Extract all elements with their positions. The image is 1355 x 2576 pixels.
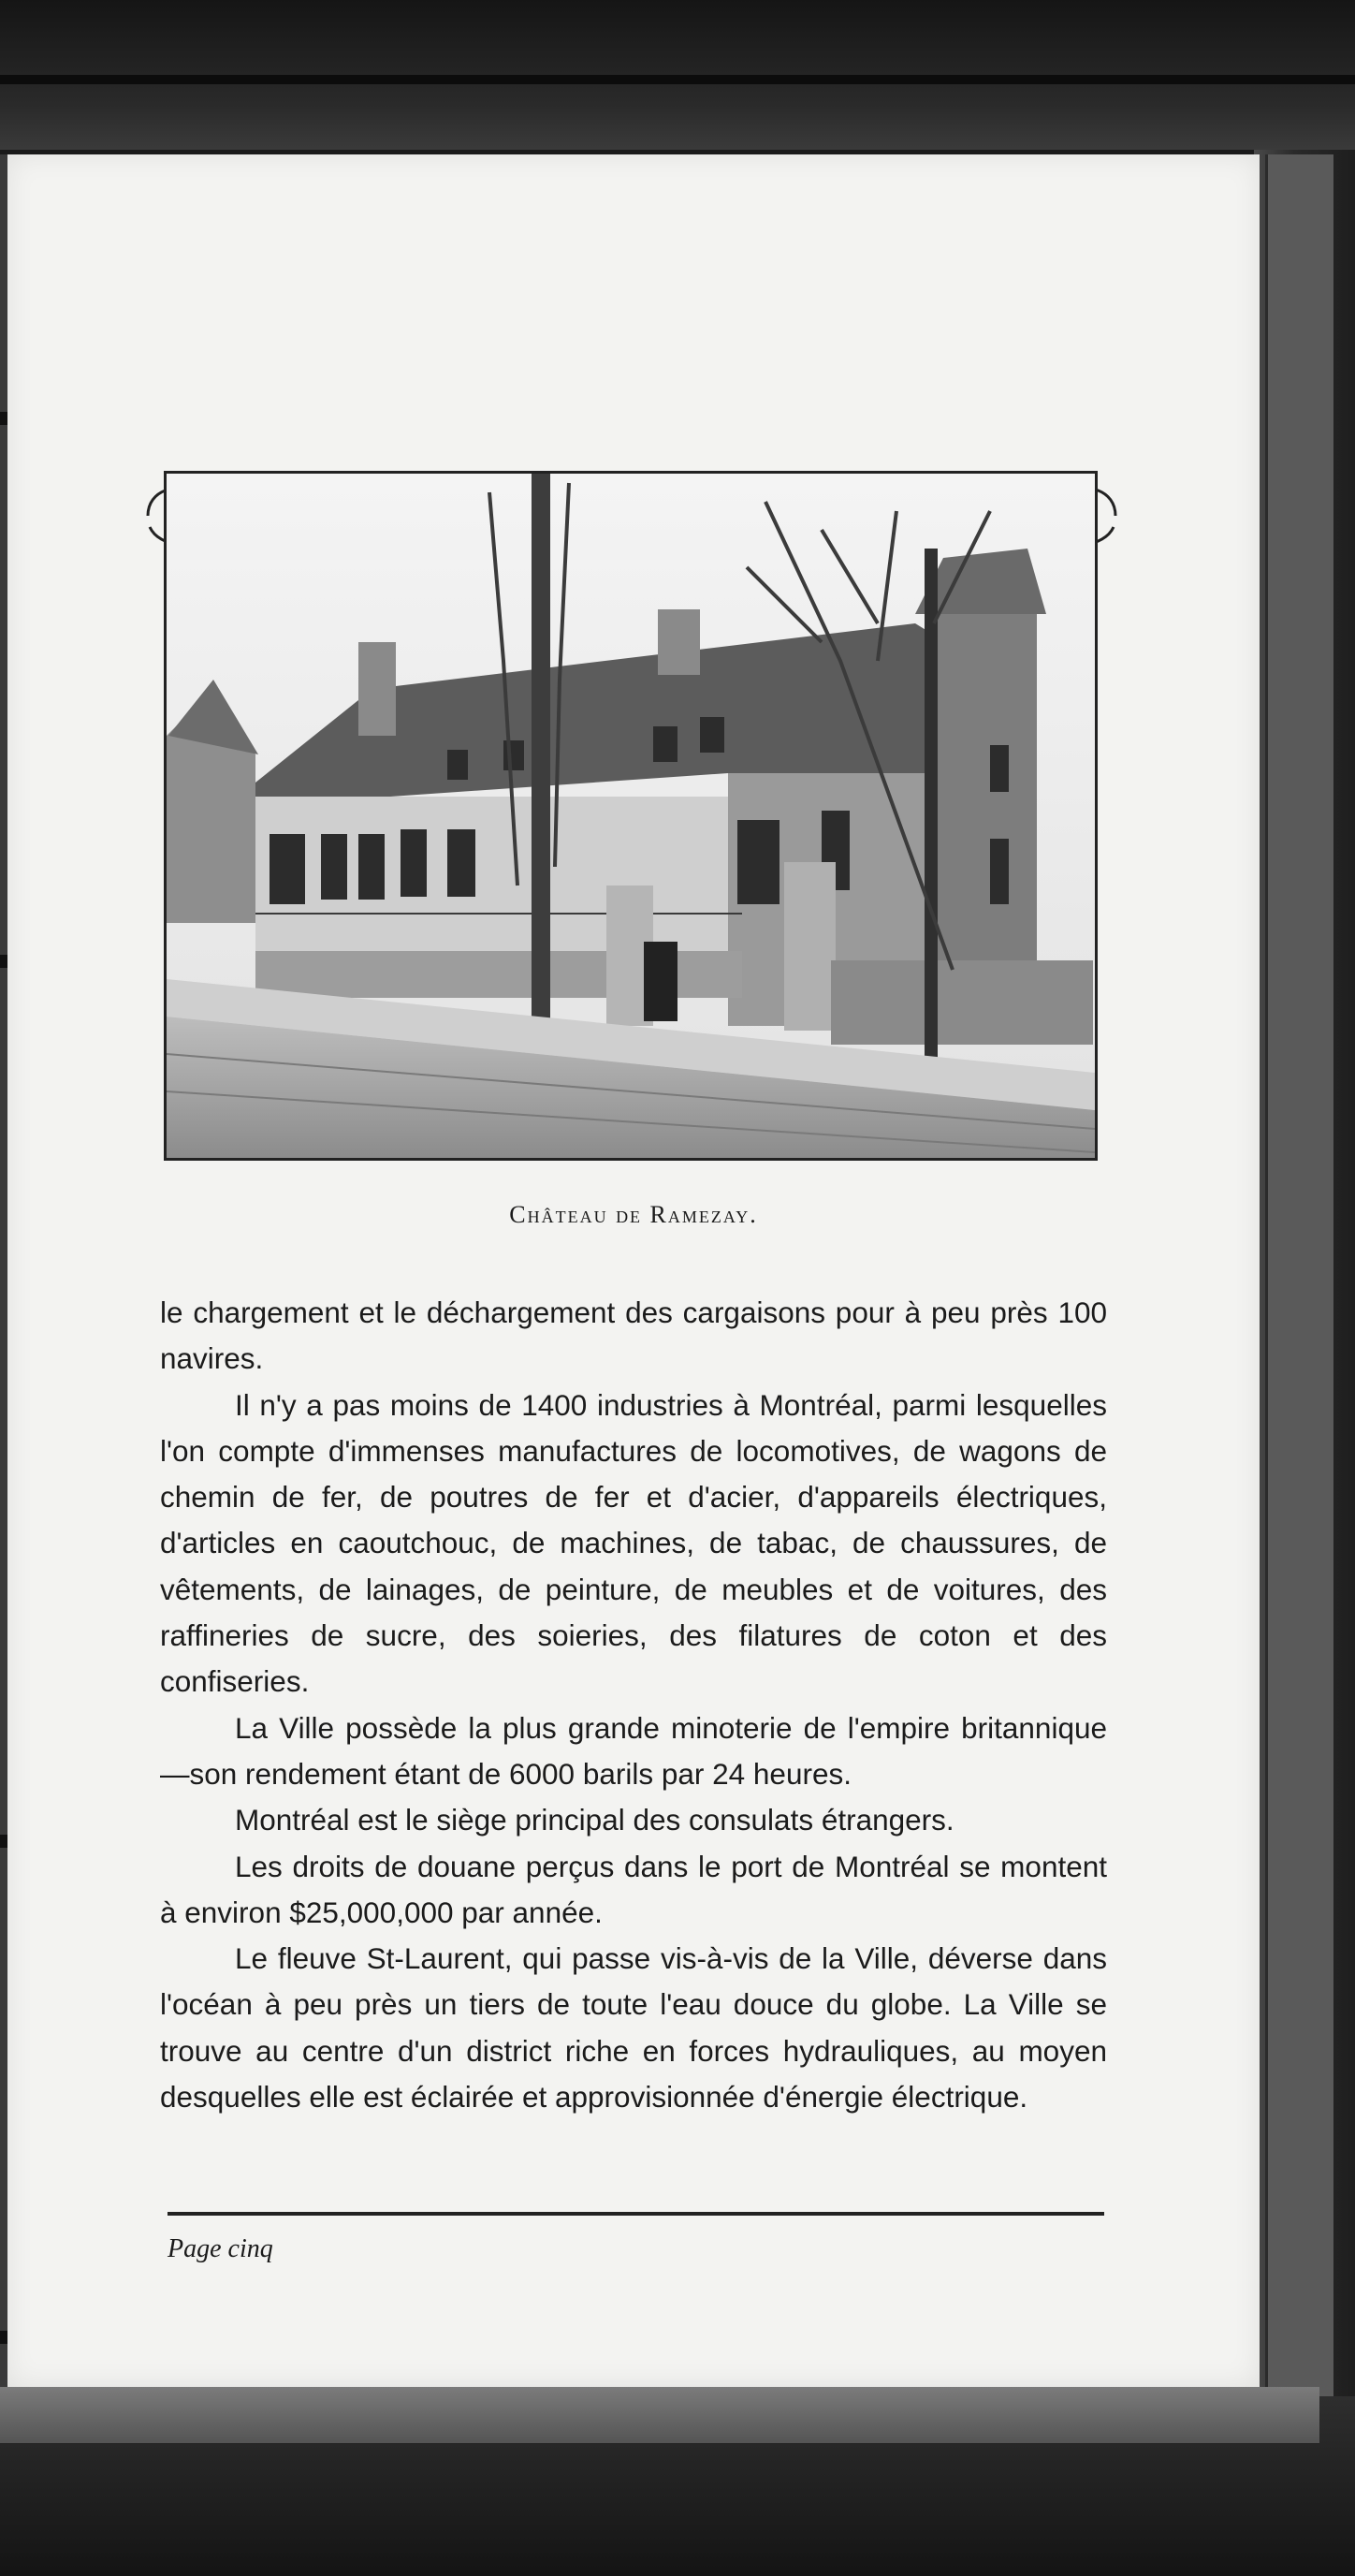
footer-rule	[168, 2212, 1104, 2216]
page-number: Page cinq	[168, 2234, 273, 2263]
paragraph: Le fleuve St-Laurent, qui passe vis-à-vis de la Ville, déverse dans l'océan à peu près un tiers de toute l'eau douce du globe. La Ville se trouve au centre d'un district riche en forces hydrauliques, au moyen desquelles elle est éclairée et approvisionnée d'énergie électrique.	[160, 1941, 1107, 2115]
paragraph: La Ville possède la plus grande minoterie de l'empire britannique—son rendement étant de 6000 barils par 24 heures.	[160, 1710, 1107, 1791]
paragraph: Montréal est le siège principal des consulats étrangers.	[235, 1803, 954, 1837]
book-page	[7, 154, 1260, 2387]
book-cover-bottom	[0, 2387, 1319, 2443]
chateau-photograph	[164, 471, 1098, 1161]
book-cover-edge	[1265, 154, 1333, 2438]
body-text	[160, 1290, 1107, 2120]
paragraph: le chargement et le déchargement des cargaisons pour à peu près 100 navires.	[160, 1295, 1107, 1376]
scanner-strip	[0, 75, 1355, 84]
paragraph: Les droits de douane perçus dans le port de Montréal se montent à environ $25,000,000 par année.	[160, 1849, 1107, 1929]
paragraph: Il n'y a pas moins de 1400 industries à Montréal, parmi lesquelles l'on compte d'immenses manufactures de locomotives, de wagons de chemin de fer, de poutres de fer et d'acier, d'appareils électriques, d'articles en caoutchouc, de machines, de tabac, de chaussures, de vêtements, de lainages, de peinture, de meubles et de voitures, des raffineries de sucre, des soieries, des filatures de coton et des confiseries.	[160, 1387, 1107, 1699]
photo-caption: Château de Ramezay.	[509, 1201, 758, 1228]
